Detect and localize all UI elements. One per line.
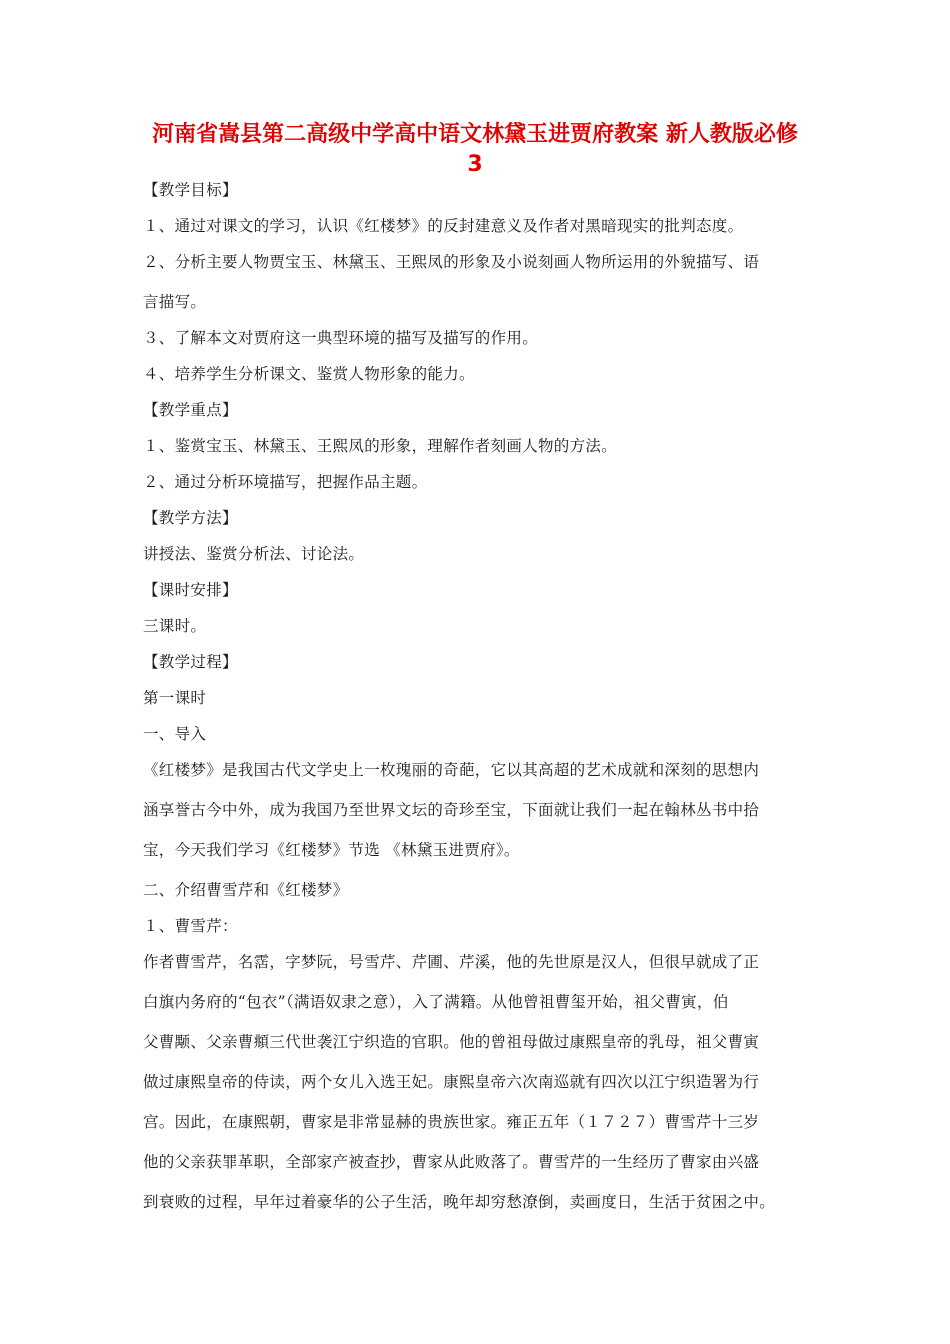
- objective-2: ２、分析主要人物贾宝玉、林黛玉、王熙凤的形象及小说刻画人物所运用的外貌描写、语: [143, 253, 760, 271]
- intro-paragraph-line-2: 涵享誉古今中外，成为我国乃至世界文坛的奇珍至宝，下面就让我们一起在翰林丛书中拾: [143, 801, 760, 819]
- author-paragraph-line-7: 到衰败的过程，早年过着豪华的公子生活，晚年却穷愁潦倒，卖画度日，生活于贫困之中。: [143, 1193, 776, 1211]
- intro-paragraph-line-3: 宝，今天我们学习《红楼梦》节选 《林黛玉进贾府》。: [143, 841, 520, 859]
- methods-text: 讲授法、鉴赏分析法、讨论法。: [143, 545, 365, 563]
- objective-1: １、通过对课文的学习，认识《红楼梦》的反封建意义及作者对黑暗现实的批判态度。: [143, 217, 744, 235]
- objective-3: ３、了解本文对贾府这一典型环境的描写及描写的作用。: [143, 329, 539, 347]
- title-line-2: 3: [467, 152, 483, 177]
- author-section-heading: 二、介绍曹雪芹和《红楼梦》: [143, 881, 349, 899]
- section-heading-key-points: 【教学重点】: [143, 401, 238, 419]
- author-subheading: １、曹雪芹：: [143, 917, 238, 935]
- schedule-text: 三课时。: [143, 617, 207, 635]
- lesson-one-label: 第一课时: [143, 689, 207, 707]
- section-heading-objectives: 【教学目标】: [143, 181, 238, 199]
- key-point-2: ２、通过分析环境描写，把握作品主题。: [143, 473, 428, 491]
- intro-heading: 一、导入: [143, 725, 207, 743]
- author-paragraph-line-5: 宫。因此，在康熙朝，曹家是非常显赫的贵族世家。雍正五年（１７２７）曹雪芹十三岁: [143, 1113, 760, 1131]
- author-paragraph-line-4: 做过康熙皇帝的侍读，两个女儿入选王妃。康熙皇帝六次南巡就有四次以江宁织造署为行: [143, 1073, 760, 1091]
- document-title: [120, 120, 830, 180]
- author-paragraph-line-3: 父曹颙、父亲曹頫三代世袭江宁织造的官职。他的曾祖母做过康熙皇帝的乳母，祖父曹寅: [143, 1033, 760, 1051]
- objective-2-continued: 言描写。: [143, 293, 207, 311]
- author-paragraph-line-2: 白旗内务府的“包衣”（满语奴隶之意），入了满籍。从他曾祖曹玺开始，祖父曹寅，伯: [143, 993, 729, 1011]
- section-heading-process: 【教学过程】: [143, 653, 238, 671]
- title-line-1: 河南省嵩县第二高级中学高中语文林黛玉进贾府教案 新人教版必修: [152, 122, 798, 147]
- intro-paragraph-line-1: 《红楼梦》是我国古代文学史上一枚瑰丽的奇葩，它以其高超的艺术成就和深刻的思想内: [143, 761, 760, 779]
- author-paragraph-line-6: 他的父亲获罪革职，全部家产被查抄，曹家从此败落了。曹雪芹的一生经历了曹家由兴盛: [143, 1153, 760, 1171]
- key-point-1: １、鉴赏宝玉、林黛玉、王熙凤的形象，理解作者刻画人物的方法。: [143, 437, 618, 455]
- section-heading-schedule: 【课时安排】: [143, 581, 238, 599]
- document-body: [143, 172, 823, 1224]
- objective-4: ４、培养学生分析课文、鉴赏人物形象的能力。: [143, 365, 475, 383]
- section-heading-methods: 【教学方法】: [143, 509, 238, 527]
- author-paragraph-line-1: 作者曹雪芹，名霑，字梦阮，号雪芹、芹圃、芹溪，他的先世原是汉人，但很早就成了正: [143, 953, 760, 971]
